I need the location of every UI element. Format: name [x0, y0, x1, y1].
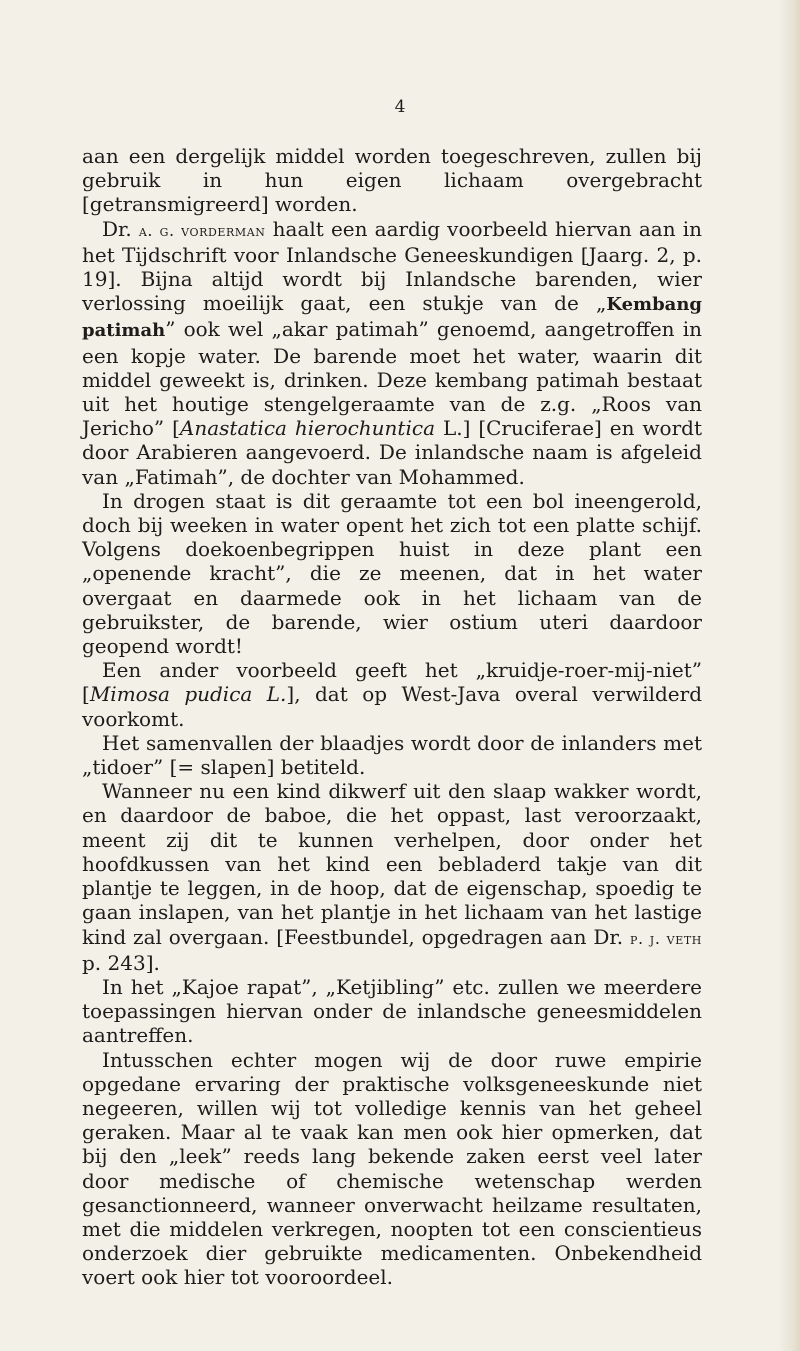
text-run: Dr.: [102, 216, 139, 241]
paragraph-7: [82, 975, 702, 1048]
text-run: In het „Kajoe rapat”, „Ketjibling” etc. zullen we meerdere toepassingen hiervan onder de inlandsche geneesmiddelen aantreffen.: [82, 974, 702, 1048]
paragraph-4: [82, 658, 702, 731]
text-run: L.] [Cruciferae] en wordt door Arabieren aangevoerd. De inlandsche naam is afgeleid van „Fatimah”, de dochter van Mohammed.: [82, 416, 702, 489]
paragraph-2: [82, 217, 702, 489]
body-text: [82, 144, 702, 1290]
text-run: haalt een aardig voorbeeld hiervan aan in het Tijdschrift voor Inlandsche Geneeskundigen [Jaarg. 2, p. 19]. Bijna altijd wordt bij Inlandsche barenden, wier verlossing moeilijk gaat, een stukje van de „: [82, 216, 702, 316]
author-name-vorderman: a. g. vorderman: [138, 220, 266, 240]
text-run: Wanneer nu een kind dikwerf uit den slaap wakker wordt, en daardoor de baboe, die het oppast, last veroorzaakt, meent zij dit te kunnen verhelpen, door onder het hoofdkussen van het kind een bebladerd takje van dit plantje te leggen, in de hoop, dat de eigenschap, spoedig te gaan inslapen, van het plantje in het lichaam van het lastige kind zal overgaan. [Feestbundel, opgedragen aan Dr.: [82, 779, 702, 949]
species-name-mimosa: Mimosa pudica L.: [89, 682, 287, 707]
text-run: Intusschen echter mogen wij de door ruwe empirie opgedane ervaring der praktische volksgeneeskunde niet negeeren, willen wij tot volledige kennis van het geheel geraken. Maar al te vaak kan men ook hier opmerken, dat bij den „leek” reeds lang bekende zaken eerst veel later door medische of chemische wetenschap werden gesanctionneerd, wanneer onverwacht heilzame resultaten, met die middelen verkregen, noopten tot een conscientieus onderzoek dier gebruikte medicamenten. Onbekendheid voert ook hier tot vooroordeel.: [82, 1047, 702, 1290]
text-run: aan een dergelijk middel worden toegeschreven, zullen bij gebruik in hun eigen lichaam overgebracht [getransmigreerd] worden.: [82, 144, 702, 217]
paragraph-5: [82, 731, 702, 779]
term-kembang-patimah: Kembang patimah: [82, 294, 702, 342]
page-edge-shadow: [778, 0, 800, 1351]
author-name-veth: p. j. veth: [629, 928, 702, 948]
paragraph-6: [82, 779, 702, 975]
paragraph-3: [82, 489, 702, 658]
paragraph-1: [82, 144, 702, 217]
text-run: p. 243].: [82, 950, 160, 975]
page-number: 4: [394, 97, 406, 117]
paragraph-8: [82, 1048, 702, 1290]
text-run: ” ook wel „akar patimah” genoemd, aangetroffen in een kopje water. De barende moet het water, waarin dit middel geweekt is, drinken. Deze kembang patimah bestaat uit het houtige stengelgeraamte van de z.g. „Roos van Jericho” [: [82, 317, 702, 441]
text-run: Een ander voorbeeld geeft het „kruidje-roer-mij-niet” [: [82, 658, 702, 707]
text-run: Het samenvallen der blaadjes wordt door de inlanders met „tidoer” [= slapen] betiteld.: [82, 730, 702, 780]
species-name-anastatica: Anastatica hierochuntica: [179, 416, 435, 441]
text-run: ], dat op West-Java overal verwilderd voorkomt.: [82, 682, 702, 731]
text-run: In drogen staat is dit geraamte tot een bol ineengerold, doch bij weeken in water opent het zich tot een platte schijf. Volgens doekoenbegrippen huist in deze plant een „openende kracht”, die ze meenen, dat in het water overgaat en daarmede ook in het lichaam van de gebruikster, de barende, wier ostium uteri daardoor geopend wordt!: [82, 488, 702, 659]
